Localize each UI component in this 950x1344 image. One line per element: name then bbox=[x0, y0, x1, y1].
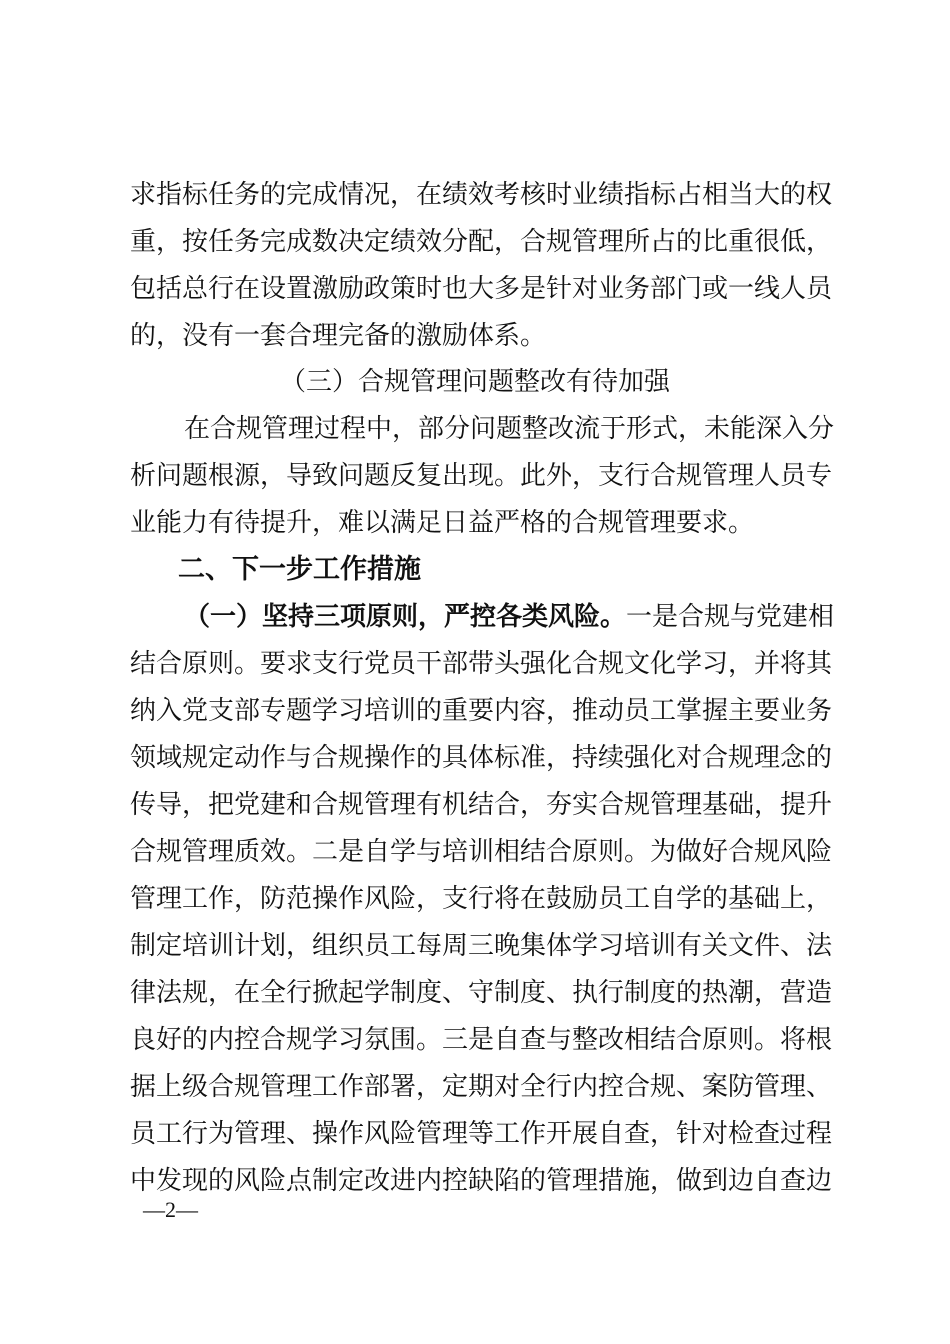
paragraph-line: 合规管理质效。二是自学与培训相结合原则。为做好合规风险 bbox=[130, 837, 833, 867]
subheading-3: （三）合规管理问题整改有待加强 bbox=[279, 367, 670, 397]
paragraph-line: 在合规管理过程中，部分问题整改流于形式，未能深入分 bbox=[184, 414, 835, 444]
bold-lead-text: （一）坚持三项原则，严控各类风险。 bbox=[184, 602, 627, 632]
paragraph-first-line bbox=[130, 597, 835, 637]
paragraph-line: 包括总行在设置激励政策时也大多是针对业务部门或一线人员 bbox=[130, 274, 833, 304]
section-heading-2: 二、下一步工作措施 bbox=[178, 554, 421, 585]
paragraph-line: 业能力有待提升，难以满足日益严格的合规管理要求。 bbox=[130, 508, 755, 538]
paragraph-line: 领域规定动作与合规操作的具体标准，持续强化对合规理念的 bbox=[130, 743, 833, 773]
paragraph-line: 良好的内控合规学习氛围。三是自查与整改相结合原则。将根 bbox=[130, 1025, 833, 1055]
paragraph-line: 传导，把党建和合规管理有机结合，夯实合规管理基础，提升 bbox=[130, 790, 833, 820]
paragraph-line: 结合原则。要求支行党员干部带头强化合规文化学习，并将其 bbox=[130, 649, 833, 679]
paragraph-line: 析问题根源，导致问题反复出现。此外，支行合规管理人员专 bbox=[130, 461, 833, 491]
lead-rest-text: 一是合规与党建相 bbox=[626, 602, 835, 632]
paragraph-line: 员工行为管理、操作风险管理等工作开展自查，针对检查过程 bbox=[130, 1119, 833, 1149]
paragraph-line: 中发现的风险点制定改进内控缺陷的管理措施，做到边自查边 bbox=[130, 1166, 833, 1196]
paragraph-line: 的，没有一套合理完备的激励体系。 bbox=[130, 321, 547, 351]
page-number: —2— bbox=[143, 1197, 198, 1222]
paragraph-line: 管理工作，防范操作风险，支行将在鼓励员工自学的基础上， bbox=[130, 884, 833, 914]
paragraph-line: 律法规，在全行掀起学制度、守制度、执行制度的热潮，营造 bbox=[130, 978, 833, 1008]
paragraph-line: 求指标任务的完成情况，在绩效考核时业绩指标占相当大的权 bbox=[130, 180, 833, 210]
paragraph-line: 制定培训计划，组织员工每周三晚集体学习培训有关文件、法 bbox=[130, 931, 833, 961]
paragraph-line: 重，按任务完成数决定绩效分配，合规管理所占的比重很低， bbox=[130, 227, 833, 257]
paragraph-line: 据上级合规管理工作部署，定期对全行内控合规、案防管理、 bbox=[130, 1072, 833, 1102]
paragraph-line: 纳入党支部专题学习培训的重要内容，推动员工掌握主要业务 bbox=[130, 696, 833, 726]
